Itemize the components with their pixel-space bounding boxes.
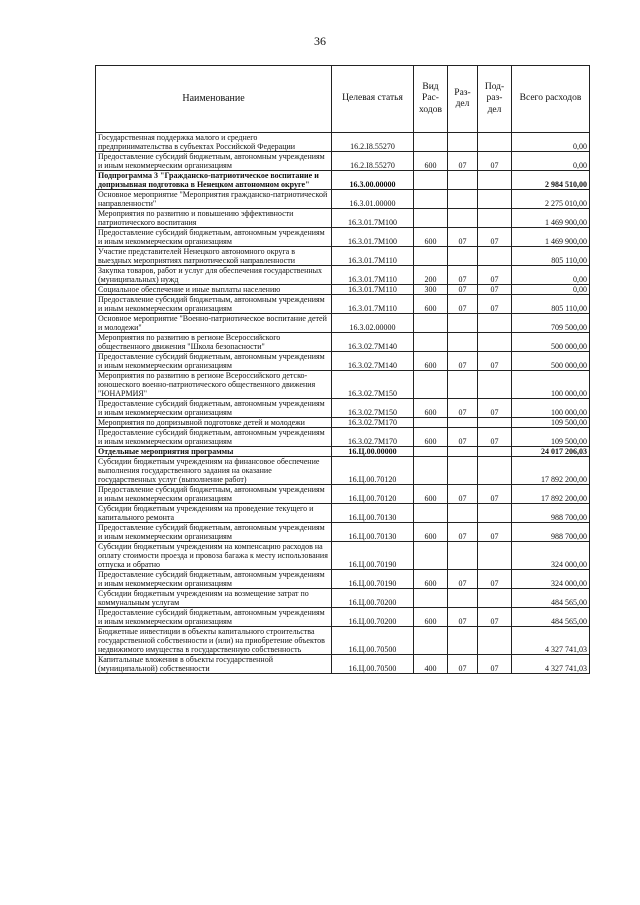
table-row [96, 542, 590, 570]
cell-vid [414, 171, 448, 190]
cell-razdel: 07 [448, 428, 478, 447]
cell-vid [414, 447, 448, 457]
cell-podrazdel: 07 [478, 428, 512, 447]
cell-podrazdel: 07 [478, 228, 512, 247]
table-row [96, 523, 590, 542]
cell-target: 16.3.02.7М170 [332, 428, 414, 447]
cell-razdel: 07 [448, 152, 478, 171]
cell-target: 16.3.01.00000 [332, 190, 414, 209]
cell-total: 324 000,00 [512, 542, 590, 570]
cell-target: 16.2.I8.55270 [332, 152, 414, 171]
cell-podrazdel: 07 [478, 570, 512, 589]
cell-podrazdel [478, 627, 512, 655]
cell-razdel [448, 333, 478, 352]
cell-razdel [448, 447, 478, 457]
cell-target: 16.Ц.00.70500 [332, 655, 414, 674]
table-row [96, 133, 590, 152]
cell-target: 16.Ц.00.70190 [332, 542, 414, 570]
table-row [96, 570, 590, 589]
cell-target: 16.3.01.7М100 [332, 209, 414, 228]
table-body [96, 133, 590, 674]
cell-vid: 600 [414, 399, 448, 418]
cell-name: Бюджетные инвестиции в объекты капитального строительства государственной собственности и (или) на приобретение объектов недвижимого имущества в государственную собственность [96, 627, 332, 655]
cell-name: Основное мероприятие "Военно-патриотическое воспитание детей и молодежи" [96, 314, 332, 333]
cell-razdel [448, 247, 478, 266]
cell-vid [414, 371, 448, 399]
table-header-row [96, 66, 590, 133]
cell-target: 16.3.02.00000 [332, 314, 414, 333]
cell-name: Предоставление субсидий бюджетным, автономным учреждениям и иным некоммерческим организациям [96, 570, 332, 589]
cell-total: 324 000,00 [512, 570, 590, 589]
cell-target: 16.2.I8.55270 [332, 133, 414, 152]
table-row [96, 504, 590, 523]
budget-table [95, 65, 590, 674]
table-row [96, 418, 590, 428]
cell-vid: 600 [414, 228, 448, 247]
cell-podrazdel: 07 [478, 295, 512, 314]
cell-target: 16.3.02.7М150 [332, 371, 414, 399]
cell-name: Мероприятия по допризывной подготовке детей и молодежи [96, 418, 332, 428]
cell-total: 1 469 900,00 [512, 209, 590, 228]
cell-total: 17 892 200,00 [512, 485, 590, 504]
cell-razdel [448, 589, 478, 608]
table-row [96, 428, 590, 447]
cell-name: Основное мероприятие "Мероприятия гражданско-патриотической направленности" [96, 190, 332, 209]
cell-podrazdel [478, 190, 512, 209]
cell-name: Предоставление субсидий бюджетным, автономным учреждениям и иным некоммерческим организациям [96, 485, 332, 504]
cell-podrazdel: 07 [478, 266, 512, 285]
cell-podrazdel [478, 209, 512, 228]
cell-name: Предоставление субсидий бюджетным, автономным учреждениям и иным некоммерческим организациям [96, 608, 332, 627]
cell-name: Субсидии бюджетным учреждениям на компенсацию расходов на оплату стоимости проезда и провоза багажа к месту использования отпуска и обратно [96, 542, 332, 570]
cell-vid: 600 [414, 428, 448, 447]
cell-target: 16.3.02.7М140 [332, 333, 414, 352]
cell-vid: 600 [414, 352, 448, 371]
cell-vid [414, 190, 448, 209]
cell-razdel [448, 371, 478, 399]
cell-razdel [448, 542, 478, 570]
cell-name: Закупка товаров, работ и услуг для обеспечения государственных (муниципальных) нужд [96, 266, 332, 285]
cell-vid [414, 418, 448, 428]
cell-name: Мероприятия по развитию и повышению эффективности патриотического воспитания [96, 209, 332, 228]
cell-podrazdel [478, 314, 512, 333]
cell-vid: 600 [414, 152, 448, 171]
cell-name: Участие представителей Ненецкого автономного округа в выездных мероприятиях патриотической направленности [96, 247, 332, 266]
cell-vid [414, 247, 448, 266]
cell-total: 0,00 [512, 152, 590, 171]
table-row [96, 608, 590, 627]
cell-total: 4 327 741,03 [512, 655, 590, 674]
cell-total: 24 017 206,03 [512, 447, 590, 457]
table-row [96, 589, 590, 608]
cell-total: 988 700,00 [512, 504, 590, 523]
cell-podrazdel: 07 [478, 655, 512, 674]
header-target: Целевая статья [332, 66, 414, 133]
cell-razdel: 07 [448, 352, 478, 371]
cell-name: Субсидии бюджетным учреждениям на возмещение затрат по коммунальным услугам [96, 589, 332, 608]
cell-razdel [448, 457, 478, 485]
cell-vid: 200 [414, 266, 448, 285]
cell-podrazdel [478, 457, 512, 485]
cell-razdel: 07 [448, 570, 478, 589]
cell-podrazdel [478, 542, 512, 570]
header-name: Наименование [96, 66, 332, 133]
cell-vid [414, 457, 448, 485]
cell-name: Предоставление субсидий бюджетным, автономным учреждениям и иным некоммерческим организациям [96, 228, 332, 247]
cell-total: 805 110,00 [512, 295, 590, 314]
header-total: Всего расходов [512, 66, 590, 133]
cell-razdel: 07 [448, 228, 478, 247]
cell-name: Предоставление субсидий бюджетным, автономным учреждениям и иным некоммерческим организациям [96, 399, 332, 418]
cell-name: Мероприятия по развитию в регионе Всероссийского общественного движения "Школа безопасности" [96, 333, 332, 352]
cell-name: Субсидии бюджетным учреждениям на финансовое обеспечение выполнения государственного задания на оказание государственных услуг (выполнение работ) [96, 457, 332, 485]
cell-total: 805 110,00 [512, 247, 590, 266]
cell-target: 16.Ц.00.00000 [332, 447, 414, 457]
cell-total: 100 000,00 [512, 399, 590, 418]
table-row [96, 228, 590, 247]
table-row [96, 447, 590, 457]
cell-name: Отдельные мероприятия программы [96, 447, 332, 457]
cell-podrazdel: 07 [478, 285, 512, 295]
cell-podrazdel [478, 171, 512, 190]
cell-total: 2 275 010,00 [512, 190, 590, 209]
header-razdel: Раз- дел [448, 66, 478, 133]
cell-podrazdel [478, 371, 512, 399]
cell-total: 0,00 [512, 285, 590, 295]
table-row [96, 209, 590, 228]
cell-target: 16.Ц.00.70190 [332, 570, 414, 589]
cell-podrazdel [478, 247, 512, 266]
cell-target: 16.3.00.00000 [332, 171, 414, 190]
cell-target: 16.3.01.7М110 [332, 295, 414, 314]
cell-target: 16.3.01.7М110 [332, 247, 414, 266]
table-row [96, 247, 590, 266]
cell-total: 2 984 510,00 [512, 171, 590, 190]
cell-target: 16.Ц.00.70500 [332, 627, 414, 655]
cell-name: Предоставление субсидий бюджетным, автономным учреждениям и иным некоммерческим организациям [96, 523, 332, 542]
cell-total: 109 500,00 [512, 428, 590, 447]
cell-vid [414, 209, 448, 228]
cell-razdel: 07 [448, 399, 478, 418]
cell-target: 16.3.02.7М140 [332, 352, 414, 371]
cell-vid: 600 [414, 608, 448, 627]
cell-target: 16.3.02.7М170 [332, 418, 414, 428]
cell-total: 109 500,00 [512, 418, 590, 428]
cell-vid [414, 589, 448, 608]
cell-podrazdel: 07 [478, 485, 512, 504]
cell-name: Капитальные вложения в объекты государственной (муниципальной) собственности [96, 655, 332, 674]
cell-vid: 600 [414, 570, 448, 589]
cell-vid [414, 504, 448, 523]
cell-razdel: 07 [448, 266, 478, 285]
cell-podrazdel: 07 [478, 352, 512, 371]
cell-total: 17 892 200,00 [512, 457, 590, 485]
table-row [96, 295, 590, 314]
table-row [96, 152, 590, 171]
cell-name: Предоставление субсидий бюджетным, автономным учреждениям и иным некоммерческим организациям [96, 295, 332, 314]
cell-podrazdel: 07 [478, 608, 512, 627]
cell-razdel [448, 418, 478, 428]
cell-razdel [448, 190, 478, 209]
table-row [96, 285, 590, 295]
cell-target: 16.Ц.00.70200 [332, 608, 414, 627]
cell-vid: 300 [414, 285, 448, 295]
header-vid: Вид Рас- ходов [414, 66, 448, 133]
cell-vid: 400 [414, 655, 448, 674]
cell-name: Социальное обеспечение и иные выплаты населению [96, 285, 332, 295]
cell-vid [414, 333, 448, 352]
cell-razdel: 07 [448, 655, 478, 674]
cell-vid: 600 [414, 485, 448, 504]
cell-vid [414, 314, 448, 333]
cell-podrazdel [478, 504, 512, 523]
header-podrazdel: Под- раз- дел [478, 66, 512, 133]
cell-razdel [448, 627, 478, 655]
cell-total: 484 565,00 [512, 608, 590, 627]
cell-razdel: 07 [448, 485, 478, 504]
page-number: 36 [314, 34, 326, 48]
cell-target: 16.3.01.7М100 [332, 228, 414, 247]
cell-razdel [448, 209, 478, 228]
cell-name: Государственная поддержка малого и среднего предпринимательства в субъектах Российской Федерации [96, 133, 332, 152]
table-row [96, 352, 590, 371]
cell-podrazdel [478, 418, 512, 428]
cell-total: 988 700,00 [512, 523, 590, 542]
cell-total: 4 327 741,03 [512, 627, 590, 655]
cell-vid [414, 627, 448, 655]
cell-vid [414, 542, 448, 570]
cell-vid: 600 [414, 295, 448, 314]
cell-podrazdel: 07 [478, 523, 512, 542]
cell-vid [414, 133, 448, 152]
table-row [96, 171, 590, 190]
cell-podrazdel: 07 [478, 152, 512, 171]
cell-target: 16.Ц.00.70120 [332, 457, 414, 485]
cell-razdel [448, 171, 478, 190]
table-row [96, 655, 590, 674]
cell-target: 16.Ц.00.70130 [332, 504, 414, 523]
cell-podrazdel [478, 133, 512, 152]
cell-target: 16.Ц.00.70120 [332, 485, 414, 504]
cell-target: 16.3.02.7М150 [332, 399, 414, 418]
cell-razdel: 07 [448, 608, 478, 627]
cell-razdel [448, 314, 478, 333]
cell-target: 16.Ц.00.70200 [332, 589, 414, 608]
cell-name: Мероприятия по развитию в регионе Всероссийского детско-юношеского военно-патриотического общественного движения "ЮНАРМИЯ" [96, 371, 332, 399]
cell-total: 500 000,00 [512, 352, 590, 371]
cell-target: 16.3.01.7М110 [332, 285, 414, 295]
table-row [96, 266, 590, 285]
cell-podrazdel [478, 447, 512, 457]
table-row [96, 190, 590, 209]
cell-total: 500 000,00 [512, 333, 590, 352]
cell-name: Подпрограмма 3 "Гражданско-патриотическое воспитание и допризывная подготовка в Ненецком автономном округе" [96, 171, 332, 190]
table-row [96, 333, 590, 352]
cell-razdel: 07 [448, 523, 478, 542]
cell-name: Предоставление субсидий бюджетным, автономным учреждениям и иным некоммерческим организациям [96, 352, 332, 371]
cell-razdel [448, 504, 478, 523]
table-row [96, 314, 590, 333]
cell-razdel: 07 [448, 295, 478, 314]
cell-total: 100 000,00 [512, 371, 590, 399]
cell-total: 1 469 900,00 [512, 228, 590, 247]
cell-total: 0,00 [512, 266, 590, 285]
cell-podrazdel: 07 [478, 399, 512, 418]
cell-vid: 600 [414, 523, 448, 542]
cell-name: Предоставление субсидий бюджетным, автономным учреждениям и иным некоммерческим организациям [96, 152, 332, 171]
cell-podrazdel [478, 589, 512, 608]
table-row [96, 627, 590, 655]
cell-total: 0,00 [512, 133, 590, 152]
cell-name: Субсидии бюджетным учреждениям на проведение текущего и капитального ремонта [96, 504, 332, 523]
table-row [96, 371, 590, 399]
table-row [96, 457, 590, 485]
cell-total: 709 500,00 [512, 314, 590, 333]
table-row [96, 399, 590, 418]
cell-razdel [448, 133, 478, 152]
cell-total: 484 565,00 [512, 589, 590, 608]
cell-target: 16.Ц.00.70130 [332, 523, 414, 542]
cell-podrazdel [478, 333, 512, 352]
cell-razdel: 07 [448, 285, 478, 295]
cell-name: Предоставление субсидий бюджетным, автономным учреждениям и иным некоммерческим организациям [96, 428, 332, 447]
table-row [96, 485, 590, 504]
cell-target: 16.3.01.7М110 [332, 266, 414, 285]
